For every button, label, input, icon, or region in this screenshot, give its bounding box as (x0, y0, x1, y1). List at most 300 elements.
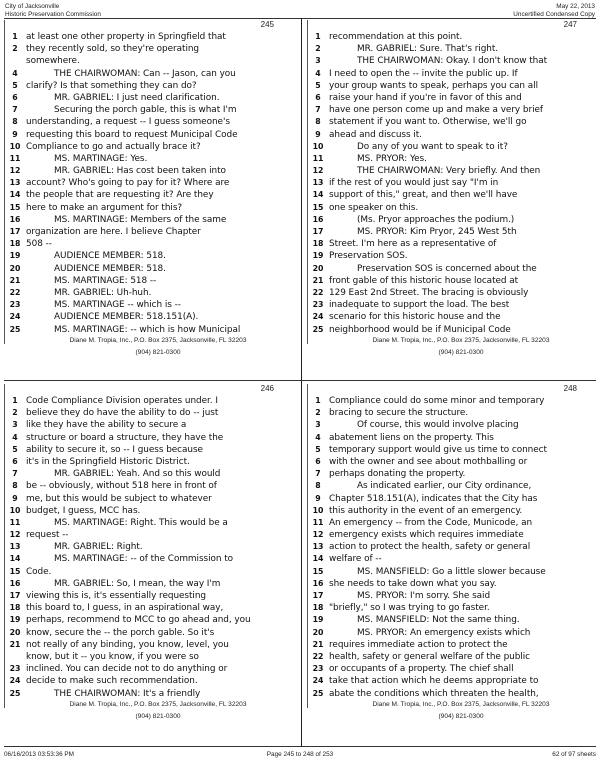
page-left-rule (307, 384, 308, 708)
line-text: MS. MARTINAGE: Members of the same (54, 214, 227, 225)
line-text: MR. GABRIEL: Sure. That's right. (357, 44, 499, 55)
line-text: MS. PRYOR: An emergency exists which (357, 627, 531, 638)
line-text: MS. MARTINAGE: 518 -- (54, 275, 157, 286)
transcript-line (311, 419, 593, 431)
line-number: 1 (315, 396, 321, 405)
transcript-line (311, 55, 593, 67)
transcript-page-247 (307, 18, 585, 372)
line-text: at least one other property in Springfield that (26, 32, 226, 42)
transcript-line (8, 104, 290, 116)
line-number: 21 (312, 275, 324, 285)
line-text: me, but this would be subject to whatever (26, 493, 212, 504)
header-commission: Historic Preservation Commission (5, 10, 101, 18)
line-number: 12 (9, 166, 21, 176)
line-text: viewing this is, it's essentially requesting (26, 591, 207, 601)
line-text: Of course, this would involve placing (357, 420, 519, 431)
line-text: 129 East 2nd Street. The bracing is obviously (329, 287, 529, 298)
transcript-line (311, 675, 593, 687)
page-number: 247 (563, 20, 577, 29)
transcript-line (311, 214, 593, 226)
line-text: MS. MARTINAGE: Right. This would be a (54, 517, 228, 528)
line-text: organization are here. I believe Chapter (26, 227, 201, 237)
transcript-line (8, 529, 290, 541)
transcript-line (8, 43, 290, 55)
reporter-phone: (904) 821-0300 (135, 349, 181, 356)
line-number: 15 (312, 202, 324, 212)
line-text: MR. GABRIEL: Right. (54, 542, 143, 553)
line-text: health, safety or general welfare of the public (329, 651, 530, 662)
transcript-line (311, 80, 593, 92)
column-divider (301, 18, 302, 747)
line-text: AUDIENCE MEMBER: 518. (54, 251, 166, 262)
transcript-line (8, 226, 290, 238)
transcript-line (8, 639, 290, 651)
line-text: MS. MANSFIELD: Not the same thing. (357, 615, 520, 626)
line-number: 18 (9, 239, 21, 249)
line-number: 19 (312, 251, 324, 261)
line-number: 17 (312, 227, 324, 236)
transcript-line (8, 553, 290, 565)
line-number: 7 (12, 105, 18, 115)
line-number: 13 (312, 542, 324, 552)
transcript-lines (311, 395, 593, 700)
page-number: 245 (260, 20, 274, 29)
line-number: 13 (9, 178, 21, 188)
line-text: "briefly," so I was trying to go faster. (329, 603, 490, 614)
line-text: structure or board a structure, they have the (26, 432, 224, 443)
transcript-line (311, 566, 593, 578)
line-text: one speaker on this. (329, 202, 419, 213)
transcript-line (8, 238, 290, 250)
line-text: MR. GABRIEL: Uh-huh. (54, 287, 152, 298)
transcript-line (8, 407, 290, 419)
line-text: welfare of -- (329, 554, 382, 565)
line-number: 7 (12, 469, 18, 479)
transcript-line (311, 324, 593, 336)
line-number: 22 (312, 287, 324, 297)
transcript-line (8, 614, 290, 626)
header-meta (513, 3, 595, 18)
line-number: 25 (312, 688, 324, 698)
transcript-line (311, 480, 593, 492)
line-text: she needs to take down what you say. (329, 578, 497, 589)
header-copy-type: Uncertified Condensed Copy (513, 10, 595, 18)
line-number: 9 (12, 493, 18, 503)
line-number: 14 (312, 554, 324, 564)
line-text: this authority in the event of an emergency. (329, 505, 523, 516)
footer-page-range: Page 245 to 248 of 253 (266, 751, 334, 758)
line-text: MS. MANSFIELD: Go a little slower because (357, 566, 546, 577)
transcript-line (311, 226, 593, 238)
line-text: MS. MARTINAGE: -- of the Commission to (54, 554, 234, 565)
transcript-line (8, 68, 290, 80)
line-text: (Ms. Pryor approaches the podium.) (357, 214, 515, 225)
line-text: decide to make such recommendation. (26, 676, 198, 687)
line-text: THE CHAIRWOMAN: It's a friendly (54, 688, 201, 699)
line-text: THE CHAIRWOMAN: Very briefly. And then (357, 166, 541, 177)
line-text: Street. I'm here as a representative of (329, 239, 497, 250)
line-number: 4 (315, 432, 321, 442)
line-number: 24 (9, 312, 21, 322)
reporter-phone: (904) 821-0300 (438, 349, 484, 356)
transcript-line (8, 675, 290, 687)
line-number: 19 (9, 251, 21, 261)
transcript-line (8, 419, 290, 431)
line-number: 24 (312, 312, 324, 322)
line-number: 1 (315, 32, 321, 41)
line-number: 2 (315, 44, 321, 54)
line-number: 8 (12, 481, 18, 491)
transcript-line (311, 202, 593, 214)
transcript-line (8, 177, 290, 189)
transcript-line (311, 238, 593, 250)
line-number: 23 (312, 664, 324, 674)
line-text: Preservation SOS is concerned about the (357, 263, 537, 274)
line-number: 9 (315, 129, 321, 139)
transcript-line (311, 517, 593, 529)
line-number: 2 (12, 408, 18, 418)
transcript-line (311, 129, 593, 141)
line-number: 16 (312, 578, 324, 588)
line-text: MS. PRYOR: Yes. (357, 153, 427, 164)
transcript-line (311, 311, 593, 323)
line-number: 11 (9, 153, 21, 163)
line-text: Preservation SOS. (329, 251, 408, 262)
page-number: 248 (563, 384, 577, 393)
reporter-address: Diane M. Tropia, Inc., P.O. Box 2375, Jacksonville, FL 32203 (69, 337, 247, 344)
line-text: ability to secure it, so -- I guess because (26, 444, 203, 455)
line-text: requesting this board to request Municipal Code (26, 129, 238, 140)
line-text: not really of any binding, you know, level, you (26, 639, 229, 650)
transcript-line (311, 287, 593, 299)
transcript-line (311, 31, 593, 43)
line-text: MS. MARTINAGE -- which is -- (54, 300, 181, 311)
line-number: 11 (312, 517, 324, 527)
line-number: 23 (9, 300, 21, 310)
line-number: 9 (315, 493, 321, 503)
line-text: ahead and discuss it. (329, 129, 422, 140)
line-text: clarify? Is that something they can do? (26, 80, 197, 91)
line-number: 22 (312, 651, 324, 661)
line-number: 10 (312, 505, 324, 515)
transcript-line (311, 663, 593, 675)
line-text: if the rest of you would just say "I'm in (329, 178, 499, 189)
header-date: May 22, 2013 (556, 3, 595, 10)
reporter-phone: (904) 821-0300 (135, 713, 181, 720)
line-number: 18 (312, 603, 324, 613)
transcript-line (8, 505, 290, 517)
page-number: 246 (260, 384, 274, 393)
line-text: MR. GABRIEL: Yeah. And so this would (54, 469, 221, 480)
reporter-phone: (904) 821-0300 (438, 713, 484, 720)
transcript-line (8, 517, 290, 529)
line-text: MS. PRYOR: I'm sorry. She said (357, 591, 491, 601)
line-text: raise your hand if you're in favor of this and (329, 92, 522, 103)
transcript-line (8, 153, 290, 165)
line-text: believe they do have the ability to do -- just (26, 408, 219, 419)
transcript-sheet (4, 18, 596, 747)
transcript-line (8, 202, 290, 214)
transcript-line (311, 407, 593, 419)
line-number: 5 (315, 80, 321, 90)
line-number: 13 (312, 178, 324, 188)
line-number: 8 (315, 117, 321, 127)
page-left-rule (4, 20, 5, 344)
transcript-line (8, 395, 290, 407)
transcript-line (8, 55, 290, 67)
line-text: THE CHAIRWOMAN: Can -- Jason, can you (54, 68, 236, 79)
transcript-line (311, 468, 593, 480)
transcript-line (311, 529, 593, 541)
line-text: inadequate to support the load. The best (329, 300, 510, 311)
transcript-line (311, 275, 593, 287)
transcript-line (311, 432, 593, 444)
transcript-line (8, 456, 290, 468)
transcript-lines (8, 31, 290, 336)
line-text: be -- obviously, without 518 here in front of (26, 481, 217, 492)
line-number: 6 (315, 456, 321, 466)
page-left-rule (307, 20, 308, 344)
transcript-line (311, 153, 593, 165)
line-number: 15 (312, 566, 324, 576)
line-text: bracing to secure the structure. (329, 408, 469, 419)
line-number: 5 (12, 80, 18, 90)
line-number: 21 (9, 275, 21, 285)
line-text: Compliance could do some minor and temporary (329, 396, 545, 406)
line-number: 16 (312, 214, 324, 224)
line-text: emergency exists which requires immediate (329, 530, 524, 541)
transcript-line (311, 177, 593, 189)
line-number: 24 (312, 676, 324, 686)
line-text: abate the conditions which threaten the health, (329, 688, 539, 699)
line-number: 24 (9, 676, 21, 686)
line-text: Securing the porch gable, this is what I'm (54, 105, 237, 116)
line-text: AUDIENCE MEMBER: 518. (54, 263, 166, 274)
line-number: 17 (9, 591, 21, 600)
header-organization (5, 3, 101, 18)
transcript-line (311, 141, 593, 153)
line-number: 25 (9, 688, 21, 698)
line-text: the people that are requesting it? Are they (26, 190, 214, 201)
line-text: here to make an argument for this? (26, 202, 183, 213)
line-text: MS. MARTINAGE: -- which is how Municipal (54, 324, 241, 335)
line-number: 23 (9, 664, 21, 674)
line-number: 14 (312, 190, 324, 200)
line-text: I need to open the -- invite the public up. If (329, 68, 518, 79)
line-text: know, secure the -- the porch gable. So it's (26, 627, 215, 638)
transcript-line (311, 68, 593, 80)
line-number: 5 (12, 444, 18, 454)
line-number: 2 (315, 408, 321, 418)
transcript-line (8, 275, 290, 287)
line-text: or occupants of a property. The chief shall (329, 664, 514, 675)
line-text: request -- (26, 530, 69, 541)
line-text: perhaps, recommend to MCC to go ahead and, you (26, 615, 251, 626)
line-number: 17 (312, 591, 324, 600)
line-number: 21 (9, 639, 21, 649)
line-text: THE CHAIRWOMAN: Okay. I don't know that (357, 56, 548, 67)
line-number: 16 (9, 214, 21, 224)
transcript-line (8, 651, 290, 663)
header-city: City of Jacksonville (5, 3, 60, 10)
line-number: 10 (9, 141, 21, 151)
transcript-line (8, 493, 290, 505)
line-number: 8 (315, 481, 321, 491)
transcript-line (8, 432, 290, 444)
transcript-line (311, 456, 593, 468)
transcript-line (8, 578, 290, 590)
line-number: 12 (312, 530, 324, 540)
line-number: 12 (312, 166, 324, 176)
transcript-line (311, 493, 593, 505)
line-number: 23 (312, 300, 324, 310)
line-text: statement if you want to. Otherwise, we'll go (329, 117, 527, 128)
line-number: 20 (9, 263, 21, 273)
line-text: it's in the Springfield Historic District. (26, 456, 190, 467)
middle-divider (4, 380, 596, 381)
transcript-line (311, 541, 593, 553)
line-number: 20 (9, 627, 21, 637)
footer-timestamp: 06/16/2013 03:53:36 PM (4, 751, 74, 758)
transcript-line (8, 627, 290, 639)
line-text: scenario for this historic house and the (329, 312, 501, 323)
line-number: 19 (312, 615, 324, 625)
transcript-line (311, 614, 593, 626)
transcript-lines (311, 31, 593, 336)
line-text: like they have the ability to secure a (26, 420, 187, 431)
line-number: 17 (9, 227, 21, 236)
line-number: 20 (312, 263, 324, 273)
transcript-line (311, 688, 593, 700)
line-number: 7 (315, 105, 321, 115)
transcript-line (8, 189, 290, 201)
line-number: 8 (12, 117, 18, 127)
transcript-line (8, 663, 290, 675)
line-number: 11 (312, 153, 324, 163)
line-number: 2 (12, 44, 18, 54)
transcript-line (8, 141, 290, 153)
transcript-line (8, 324, 290, 336)
line-number: 10 (312, 141, 324, 151)
line-text: somewhere. (26, 56, 80, 67)
line-text: requires immediate action to protect the (329, 639, 508, 650)
transcript-line (8, 129, 290, 141)
transcript-line (8, 602, 290, 614)
line-text: neighborhood would be if Municipal Code (329, 324, 511, 335)
line-number: 4 (12, 432, 18, 442)
line-number: 7 (315, 469, 321, 479)
line-text: this board to, I guess, in an aspirational way, (26, 603, 224, 614)
line-text: know, but it -- you know, if you were so (26, 651, 199, 662)
line-text: recommendation at this point. (329, 32, 463, 42)
line-text: abatement liens on the property. This (329, 432, 494, 443)
line-text: your group wants to speak, perhaps you can all (329, 80, 538, 91)
line-number: 13 (9, 542, 21, 552)
line-text: take that action which he deems appropriate to (329, 676, 539, 687)
transcript-line (311, 165, 593, 177)
transcript-page-245 (4, 18, 282, 372)
line-number: 6 (12, 92, 18, 102)
transcript-line (311, 627, 593, 639)
transcript-line (8, 263, 290, 275)
line-number: 1 (12, 396, 18, 405)
line-text: As indicated earlier, our City ordinance, (357, 481, 532, 492)
transcript-line (311, 639, 593, 651)
line-text: 508 -- (26, 239, 52, 250)
line-number: 14 (9, 554, 21, 564)
line-number: 6 (315, 92, 321, 102)
transcript-lines (8, 395, 290, 700)
line-number: 4 (315, 68, 321, 78)
line-number: 15 (9, 566, 21, 576)
line-text: inclined. You can decide not to do anything or (26, 664, 228, 675)
line-text: Code Compliance Division operates under. I (26, 396, 218, 406)
line-text: AUDIENCE MEMBER: 518.151(A). (54, 312, 199, 323)
line-text: Chapter 518.151(A), indicates that the City has (329, 493, 538, 504)
bottom-border (4, 746, 596, 747)
transcript-line (8, 116, 290, 128)
transcript-line (311, 299, 593, 311)
transcript-line (8, 92, 290, 104)
footer-sheets: 62 of 97 sheets (552, 751, 596, 758)
line-number: 15 (9, 202, 21, 212)
transcript-line (8, 444, 290, 456)
transcript-line (311, 444, 593, 456)
line-number: 3 (315, 56, 321, 66)
transcript-line (8, 480, 290, 492)
line-text: MR. GABRIEL: Has cost been taken into (54, 166, 226, 177)
reporter-address: Diane M. Tropia, Inc., P.O. Box 2375, Jacksonville, FL 32203 (69, 701, 247, 708)
line-number: 19 (9, 615, 21, 625)
transcript-line (311, 395, 593, 407)
transcript-line (8, 31, 290, 43)
transcript-line (311, 43, 593, 55)
line-number: 5 (315, 444, 321, 454)
line-text: they recently sold, so they're operating (26, 44, 200, 55)
transcript-line (311, 578, 593, 590)
line-number: 3 (315, 420, 321, 430)
transcript-line (8, 80, 290, 92)
line-text: Compliance to go and actually brace it? (26, 141, 201, 152)
line-text: have one person come up and make a very brief (329, 105, 543, 116)
line-text: MR. GABRIEL: So, I mean, the way I'm (54, 578, 221, 589)
line-text: account? Who's going to pay for it? Where are (26, 178, 230, 189)
transcript-line (8, 311, 290, 323)
line-text: understanding, a request -- I guess someone's (26, 117, 230, 128)
reporter-address: Diane M. Tropia, Inc., P.O. Box 2375, Jacksonville, FL 32203 (372, 337, 550, 344)
transcript-line (8, 688, 290, 700)
page-left-rule (4, 384, 5, 708)
transcript-line (311, 553, 593, 565)
line-number: 1 (12, 32, 18, 41)
line-number: 16 (9, 578, 21, 588)
line-number: 20 (312, 627, 324, 637)
transcript-page-248 (307, 382, 585, 736)
transcript-line (311, 104, 593, 116)
line-number: 25 (312, 324, 324, 334)
transcript-line (8, 165, 290, 177)
line-text: temporary support would give us time to connect (329, 444, 547, 455)
line-number: 22 (9, 287, 21, 297)
line-number: 12 (9, 530, 21, 540)
line-text: with the owner and see about mothballing or (329, 456, 528, 467)
transcript-line (8, 214, 290, 226)
transcript-line (311, 590, 593, 602)
transcript-line (8, 590, 290, 602)
line-number: 14 (9, 190, 21, 200)
line-number: 10 (9, 505, 21, 515)
transcript-line (311, 651, 593, 663)
